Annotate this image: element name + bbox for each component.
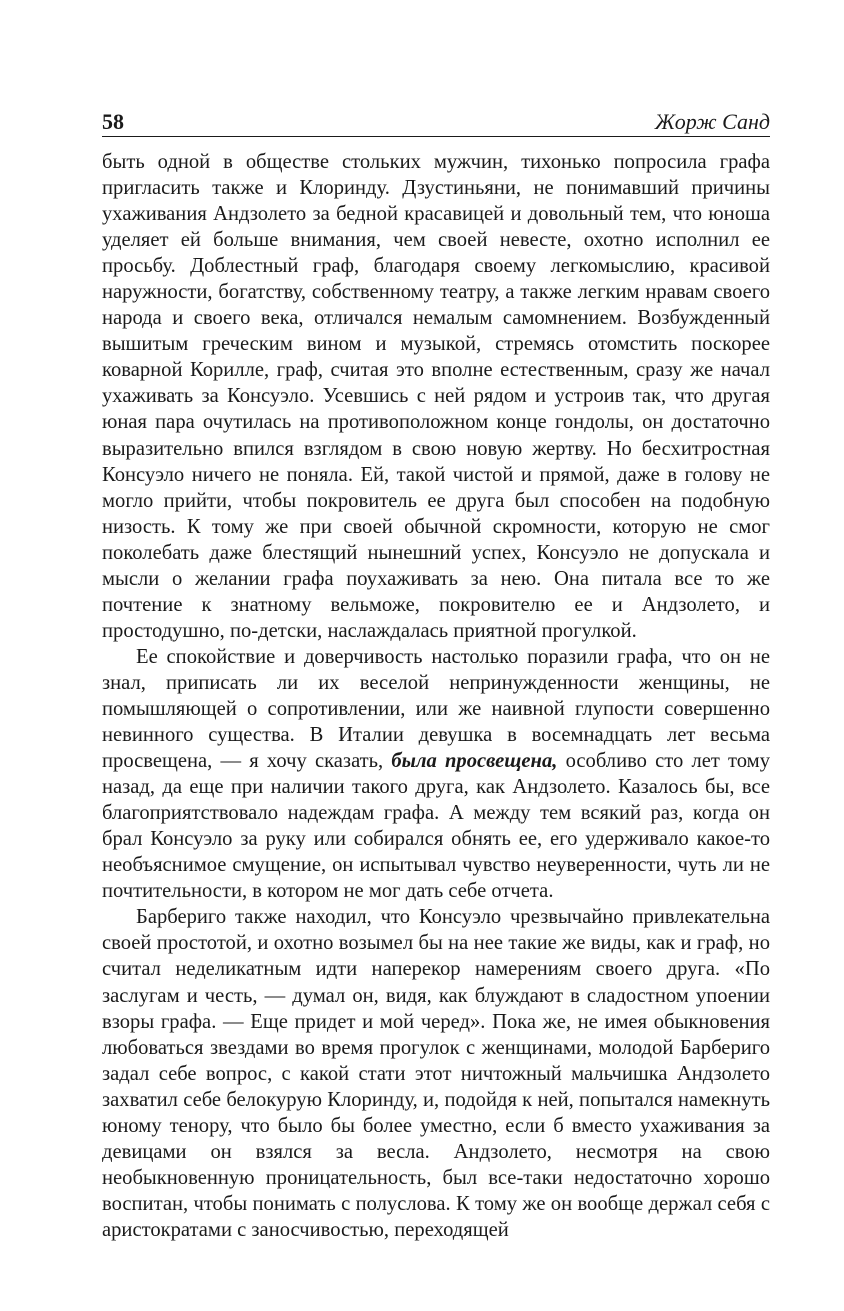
- running-author: Жорж Санд: [654, 109, 770, 134]
- paragraph-3: Барбериго также находил, что Консуэло чрезвычайно привлекательна своей простотой, и охотно возымел бы на нее такие же виды, как и граф, но считал неделикатным идти наперекор намерениям своего друга. «По заслугам и честь, — думал он, видя, как блуждают в сладостном упоении взоры графа. — Еще придет и мой черед». Пока же, не имея обыкновения любоваться звездами во время прогулок с женщинами, молодой Барбериго задал себе вопрос, с какой стати этот ничтожный мальчишка Андзолето захватил себе белокурую Клоринду, и, подойдя к ней, попытался намекнуть юному тенору, что было бы более уместно, если б вместо ухаживания за девицами он взялся за весла. Андзолето, несмотря на свою необыкновенную проницательность, был все-таки недостаточно хорошо воспитан, чтобы понимать с полуслова. К тому же он вообще держал себя с аристократами с заносчивостью, переходящей: [102, 906, 770, 1241]
- page-number: 58: [102, 109, 124, 134]
- emphasized-phrase: была просвещена,: [391, 750, 558, 773]
- book-page: [102, 108, 770, 1243]
- paragraph-2-text-b: особливо сто лет тому назад, да еще при наличии такого друга, как Андзолето. Казалось бы, все благоприятствовало надеждам графа. А между тем всякий раз, когда он брал Консуэло за руку или собирался обнять ее, его удерживало какое-то необъяснимое смущение, он испытывал чувство неуверенности, чуть ли не почтительности, в котором не мог дать себе отчета.: [102, 750, 770, 903]
- running-header: [102, 108, 770, 137]
- paragraph-2-text-a: Ее спокойствие и доверчивость настолько поразили графа, что он не знал, приписать ли их веселой непринужденности женщины, не помышляющей о сопротивлении, или же наивной глупости совершенно невинного существа. В Италии девушка в восемнадцать лет весьма просвещена, — я хочу сказать,: [102, 645, 770, 773]
- paragraph-2: [102, 644, 770, 904]
- body-text: [102, 149, 770, 1243]
- paragraph-1: быть одной в обществе стольких мужчин, тихонько попросила графа пригласить также и Клоринду. Дзустиньяни, не понимавший причины ухаживания Андзолето за бедной красавицей и довольный тем, что юноша уделяет ей больше внимания, чем своей невесте, охотно исполнил ее просьбу. Доблестный граф, благодаря своему легкомыслию, красивой наружности, богатству, собственному театру, а также легким нравам своего народа и своего века, отличался немалым самомнением. Возбужденный вышитым греческим вином и музыкой, стремясь отомстить поскорее коварной Корилле, граф, считая это вполне естественным, сразу же начал ухаживать за Консуэло. Усевшись с ней рядом и устроив так, что другая юная пара очутилась на противоположном конце гондолы, он достаточно выразительно впился взглядом в свою новую жертву. Но бесхитростная Консуэло ничего не поняла. Ей, такой чистой и прямой, даже в голову не могло прийти, чтобы покровитель ее друга был способен на подобную низость. К тому же при своей обычной скромности, которую не смог поколебать даже блестящий нынешний успех, Консуэло не допускала и мысли о желании графа поухаживать за нею. Она питала все то же почтение к знатному вельможе, покровителю ее и Андзолето, и простодушно, по-детски, наслаждалась приятной прогулкой.: [102, 151, 770, 642]
